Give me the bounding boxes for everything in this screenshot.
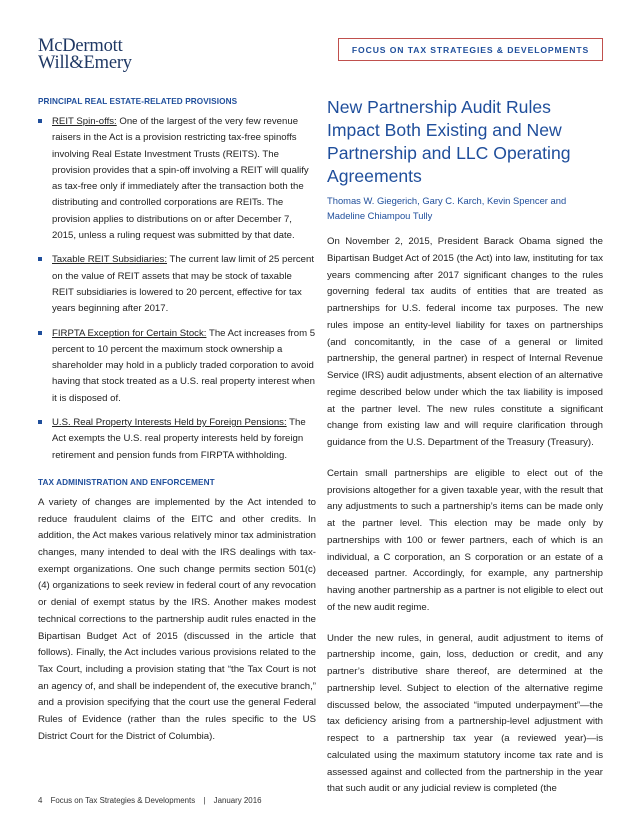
logo-line-2: Will&Emery <box>38 53 132 73</box>
footer-separator: | <box>203 796 206 805</box>
item-text: One of the largest of the very few revenue raisers in the Act is a provision restricting tax-free spinoffs involving Real Estate Investment Trusts (REITS). The provision provides that a spin-off involving a REIT will qualify as tax-free only if immediately after the transaction both the distributing and controlled corporations are REITs. The provision applies to distributions on or after December 7, 2015, unless a ruling request was submitted by that date. <box>52 116 309 242</box>
firm-logo <box>38 38 132 72</box>
item-label: FIRPTA Exception for Certain Stock: <box>52 327 207 339</box>
left-column <box>38 97 316 745</box>
article-authors: Thomas W. Giegerich, Gary C. Karch, Kevin Spencer and Madeline Chiampou Tully <box>327 195 567 221</box>
article-paragraph-3: Under the new rules, in general, audit adjustment to items of partnership income, gain, loss, deduction or credit, and any partner’s distributive share thereof, are determined at the partnership level. Subject to election of the alternative regime discussed below, the associated “imputed underpayment”—the tax deficiency arising from a partnership-level adjustment with respect to a partnership tax year (a reviewed year)—is calculated using the maximum statutory income tax rate and is assessed against and collected from the partnership in the year that such audit or any judicial review is completed (the <box>327 632 603 795</box>
list-item <box>38 326 316 407</box>
page-number: 4 <box>38 796 43 805</box>
section-heading-real-estate: PRINCIPAL REAL ESTATE-RELATED PROVISIONS <box>38 97 238 106</box>
article-paragraph-1: On November 2, 2015, President Barack Obama signed the Bipartisan Budget Act of 2015 (the Act) into law, instituting for tax years commencing after 2017 significant changes to the rules governing federal tax audits of entities that are treated as partnerships for U.S. federal income tax purposes. The new rules impose an entity-level liability for taxes on partnerships (and concomitantly, in the case of a general or limited partnership, the general partner) in respect of Internal Revenue Service (IRS) audit adjustments, absent election of an alternative regime described below under which the tax liability is imposed at the partner level. The new rules constitute a significant change from existing law and will require clarification through guidance from the U.S. Department of the Treasury (Treasury). <box>327 236 603 448</box>
article-paragraph-2: Certain small partnerships are eligible to elect out of the provisions altogether for a given taxable year, with the result that any adjustments to such a partnership’s items can be made only at the partner level. This election may be made only by partnerships with 100 or fewer partners, each of which is an individual, a C corporation, an S corporation or an estate of a deceased partner. Accordingly, for example, any partnership having another partnership as a partner is not eligible to elect out of the new audit regime. <box>327 467 603 613</box>
publication-header <box>338 38 603 61</box>
bullet-square-icon <box>38 420 42 424</box>
publication-header-label: FOCUS ON TAX STRATEGIES & DEVELOPMENTS <box>351 44 590 55</box>
bullet-square-icon <box>38 119 42 123</box>
item-label: REIT Spin-offs: <box>52 116 117 127</box>
page-footer <box>38 796 267 805</box>
item-text: The Act increases from 5 percent to 10 percent the maximum stock ownership a shareholder may hold in a publicly traded corporation to avoid having that stock treated as a U.S. real property interest when it is disposed of. <box>52 327 316 404</box>
logo-line-1: McDermott <box>38 36 123 56</box>
bullet-square-icon <box>38 331 42 335</box>
footer-publication: Focus on Tax Strategies & Developments <box>50 796 196 805</box>
bullet-square-icon <box>38 257 42 261</box>
item-label: Taxable REIT Subsidiaries: <box>52 254 168 266</box>
list-item <box>38 415 316 464</box>
item-text: The current law limit of 25 percent on the value of REIT assets that may be stock of taxable REIT subsidiaries is lowered to 20 percent, effective for tax years beginning after 2017. <box>52 254 315 315</box>
item-text: The Act exempts the U.S. real property interests held by foreign retirement and pension funds from FIRPTA withholding. <box>52 417 306 461</box>
section-heading-tax-administration: TAX ADMINISTRATION AND ENFORCEMENT <box>38 477 215 487</box>
article-title: New Partnership Audit Rules Impact Both Existing and New Partnership and LLC Operating Agreements <box>327 97 571 186</box>
list-item <box>38 252 316 317</box>
tax-administration-paragraph: A variety of changes are implemented by the Act intended to reduce fraudulent claims of the EITC and other credits. In addition, the Act makes various relatively minor tax administration changes, many intended to deal with the IRS dealings with tax-exempt organizations. One such change permits section 501(c)(4) organizations to seek review in federal court of any revocation or denial of exempt status by the IRS. Another makes modest technical corrections to the partnership audit rules enacted in the Bipartisan Budget Act of 2015 (discussed in the article that follows). Finally, the Act includes various provisions related to the Tax Court, including a provision stating that “the Tax Court is not an agency of, and shall be independent of, the executive branch,” and a provision specifying that the court use the general Federal Rules of Evidence (rather than the rules specific to the US District Court for the District of Columbia). <box>38 496 316 742</box>
footer-date: January 2016 <box>213 796 262 805</box>
right-column <box>327 96 603 812</box>
provision-list <box>38 114 316 464</box>
list-item <box>38 114 316 244</box>
item-label: U.S. Real Property Interests Held by Foreign Pensions: <box>52 417 287 429</box>
